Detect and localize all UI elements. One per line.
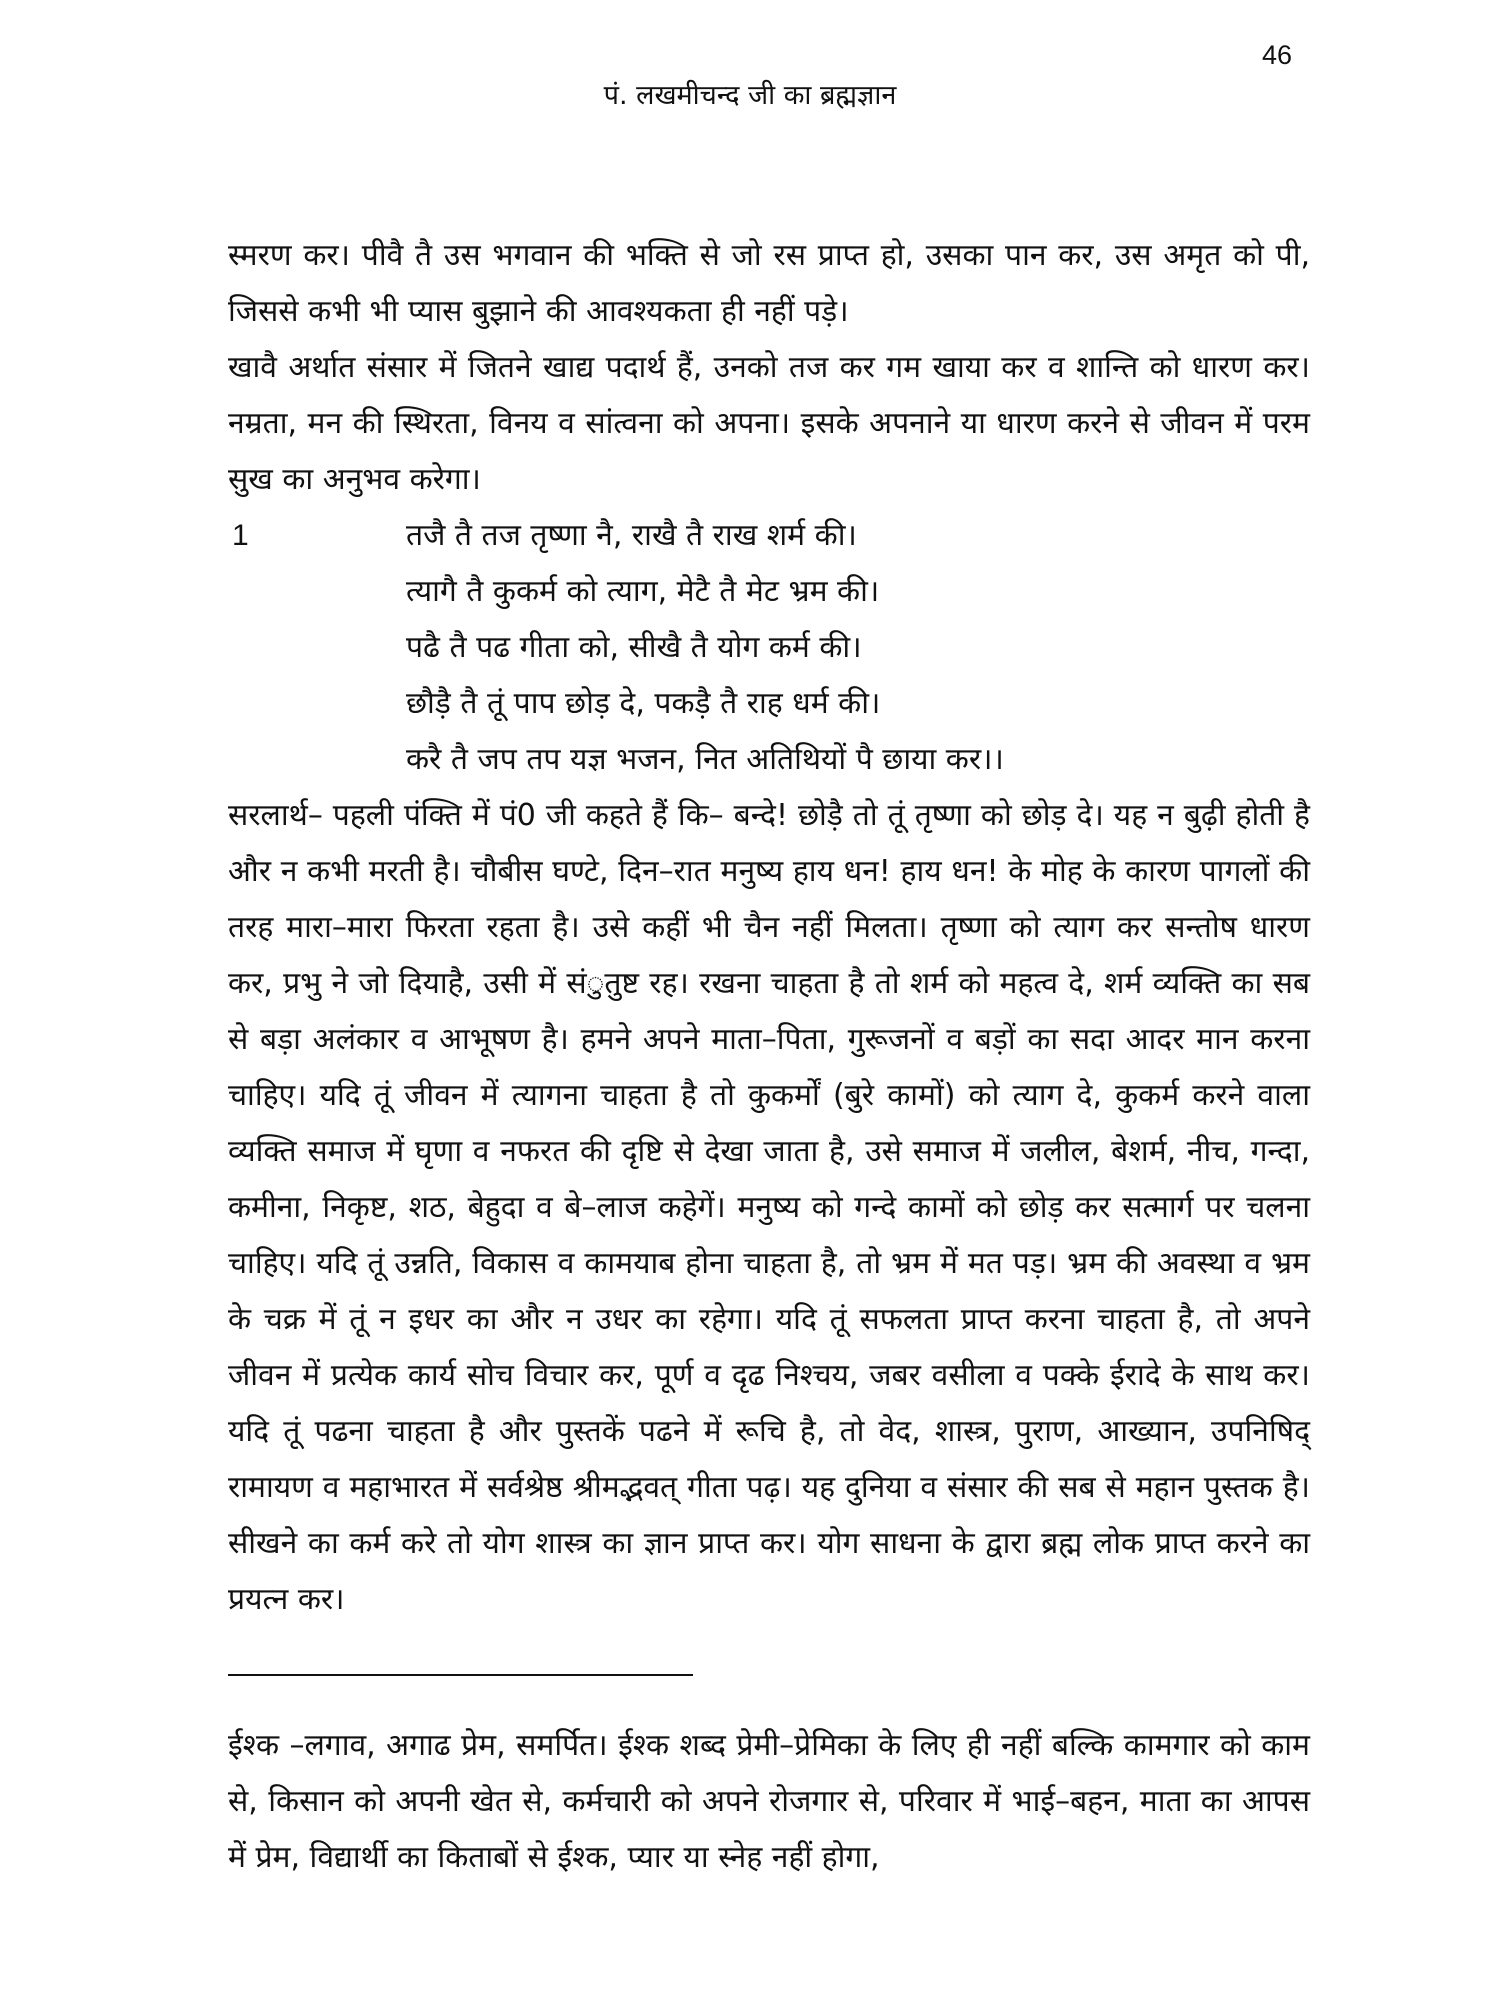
verse-line: तजै तै तज तृष्णा नै, राखै तै राख शर्म की। — [406, 518, 857, 553]
paragraph-2: खावै अर्थात संसार में जितने खाद्य पदार्थ हैं, उनको तज कर गम खाया कर व शान्ति को धारण कर। नम्रता, मन की स्थिरता, विनय व सांत्वना को अपना। इसके अपनाने या धारण करने से जीवन में परम सुख का अनुभव करेगा। — [228, 350, 1310, 497]
verse-line: छौड़ै तै तूं पाप छोड़ दे, पकड़ै तै राह धर्म की। — [406, 686, 881, 721]
paragraph-1: स्मरण कर। पीवै तै उस भगवान की भक्ति से जो रस प्राप्त हो, उसका पान कर, उस अमृत को पी, जिससे कभी भी प्यास बुझाने की आवश्यकता ही नहीं पड़े। — [228, 238, 1310, 329]
verse-line: करै तै जप तप यज्ञ भजन, नित अतिथियों पै छाया कर।। — [406, 742, 1004, 777]
footnote-divider — [228, 1674, 693, 1676]
verse-line: त्यागै तै कुकर्म को त्याग, मेटै तै मेट भ्रम की। — [406, 574, 880, 609]
footnote-text: ईश्क –लगाव, अगाढ प्रेम, समर्पित। ईश्क शब्द प्रेमी–प्रेमिका के लिए ही नहीं बल्कि कामगार को काम से, किसान को अपनी खेत से, कर्मचारी को अपने रोजगार से, परिवार में भाई–बहन, माता का आपस में प्रेम, विद्यार्थी का किताबों से ईश्क, प्यार या स्नेह नहीं होगा, — [228, 1728, 1310, 1875]
page-number: 46 — [1262, 40, 1293, 70]
verse-number: 1 — [232, 519, 249, 552]
verse-block — [228, 508, 1310, 788]
commentary-paragraph: सरलार्थ– पहली पंक्ति में पं0 जी कहते हैं कि– बन्दे! छोड़ै तो तूं तृष्णा को छोड़ दे। यह न बुढ़ी होती है और न कभी मरती है। चौबीस घण्टे, दिन–रात मनुष्य हाय धन! हाय धन! के मोह के कारण पागलों की तरह मारा–मारा फिरता रहता है। उसे कहीं भी चैन नहीं मिलता। तृष्णा को त्याग कर सन्तोष धारण कर, प्रभु ने जो दियाहै, उसी में संुतुष्ट रह। रखना चाहता है तो शर्म को महत्व दे, शर्म व्यक्ति का सब से बड़ा अलंकार व आभूषण है। हमने अपने माता–पिता, गुरूजनों व बड़ों का सदा आदर मान करना चाहिए। यदि तूं जीवन में त्यागना चाहता है तो कुकर्मों (बुरे कामों) को त्याग दे, कुकर्म करने वाला व्यक्ति समाज में घृणा व नफरत की दृष्टि से देखा जाता है, उसे समाज में जलील, बेशर्म, नीच, गन्दा, कमीना, निकृष्ट, शठ, बेहुदा व बे–लाज कहेगें। मनुष्य को गन्दे कामों को छोड़ कर सत्मार्ग पर चलना चाहिए। यदि तूं उन्नति, विकास व कामयाब होना चाहता है, तो भ्रम में मत पड़। भ्रम की अवस्था व भ्रम के चक्र में तूं न इधर का और न उधर का रहेगा। यदि तूं सफलता प्राप्त करना चाहता है, तो अपने जीवन में प्रत्येक कार्य सोच विचार कर, पूर्ण व दृढ निश्चय, जबर वसीला व पक्के ईरादे के साथ कर। यदि तूं पढना चाहता है और पुस्तकें पढने में रूचि है, तो वेद, शास्त्र, पुराण, आख्यान, उपनिषिद् रामायण व महाभारत में सर्वश्रेष्ठ श्रीमद्भवत् गीता पढ़। यह दुनिया व संसार की सब से महान पुस्तक है। सीखने का कर्म करे तो योग शास्त्र का ज्ञान प्राप्त कर। योग साधना के द्वारा ब्रह्म लोक प्राप्त करने का प्रयत्न कर। — [228, 798, 1310, 1617]
verse-line: पढै तै पढ गीता को, सीखै तै योग कर्म की। — [406, 630, 862, 665]
running-header: पं. लखमीचन्द जी का ब्रह्मज्ञान — [603, 80, 897, 111]
page-body — [228, 228, 1310, 1886]
